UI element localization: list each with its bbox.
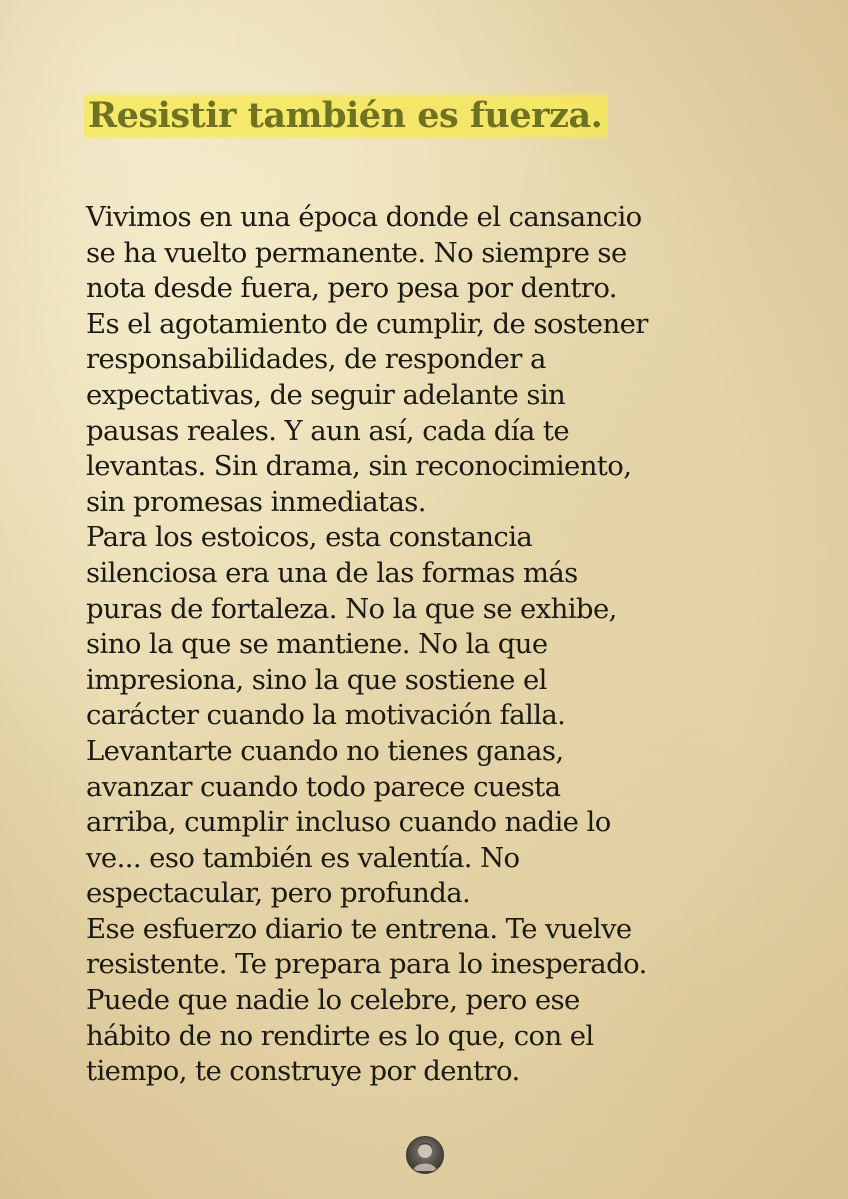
body-line: hábito de no rendirte es lo que, con el bbox=[86, 1019, 594, 1052]
body-line: avanzar cuando todo parece cuesta bbox=[86, 770, 561, 803]
body-line: responsabilidades, de responder a bbox=[86, 343, 546, 376]
body-line: Para los estoicos, esta constancia bbox=[86, 521, 533, 554]
body-line: Ese esfuerzo diario te entrena. Te vuelve bbox=[86, 912, 632, 945]
body-line: tiempo, te construye por dentro. bbox=[86, 1055, 520, 1088]
body-line: ve... eso también es valentía. No bbox=[86, 841, 520, 874]
body-line: impresiona, sino la que sostiene el bbox=[86, 663, 547, 696]
avatar-figure-icon bbox=[407, 1137, 443, 1173]
body-line: sin promesas inmediatas. bbox=[86, 485, 426, 518]
body-line: espectacular, pero profunda. bbox=[86, 877, 471, 910]
body-line: se ha vuelto permanente. No siempre se bbox=[86, 236, 627, 269]
body-line: sino la que se mantiene. No la que bbox=[86, 628, 548, 661]
page-title: Resistir también es fuerza. bbox=[84, 92, 608, 140]
title-container bbox=[84, 92, 608, 140]
body-line: Puede que nadie lo celebre, pero ese bbox=[86, 984, 580, 1017]
body-line: Levantarte cuando no tienes ganas, bbox=[86, 734, 564, 767]
body-line: arriba, cumplir incluso cuando nadie lo bbox=[86, 806, 611, 839]
body-line: expectativas, de seguir adelante sin bbox=[86, 378, 566, 411]
body-text bbox=[86, 200, 786, 1090]
body-line: carácter cuando la motivación falla. bbox=[86, 699, 566, 732]
body-line: silenciosa era una de las formas más bbox=[86, 556, 578, 589]
body-line: levantas. Sin drama, sin reconocimiento, bbox=[86, 450, 632, 483]
body-line: resistente. Te prepara para lo inesperado. bbox=[86, 948, 647, 981]
body-line: pausas reales. Y aun así, cada día te bbox=[86, 414, 569, 447]
body-line: Es el agotamiento de cumplir, de sostener bbox=[86, 307, 648, 340]
author-avatar-icon bbox=[406, 1136, 444, 1174]
body-line: puras de fortaleza. No la que se exhibe, bbox=[86, 592, 617, 625]
body-line: nota desde fuera, pero pesa por dentro. bbox=[86, 272, 617, 305]
body-line: Vivimos en una época donde el cansancio bbox=[86, 201, 642, 233]
